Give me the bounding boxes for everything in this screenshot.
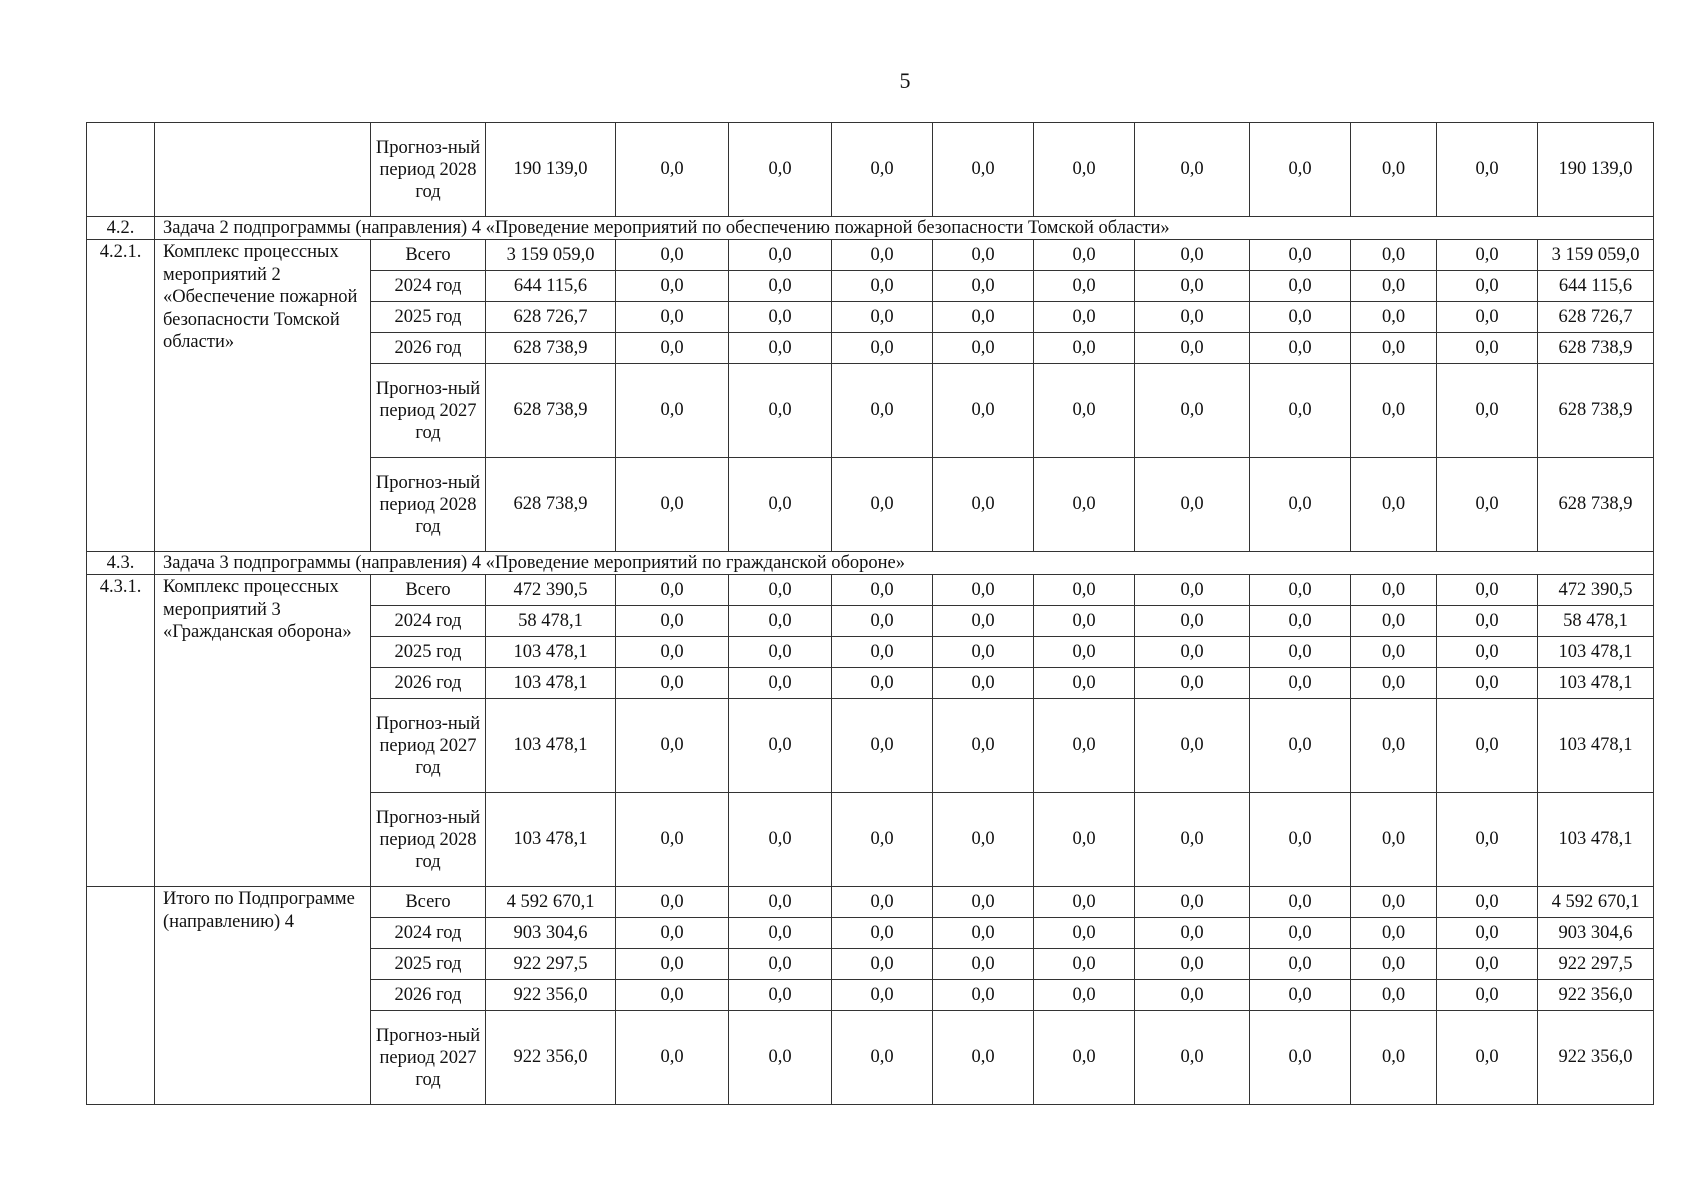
period-cell: 2025 год — [371, 637, 486, 668]
value-cell: 0,0 — [1135, 1011, 1250, 1105]
value-cell: 0,0 — [933, 240, 1034, 271]
value-cell: 0,0 — [832, 1011, 933, 1105]
value-cell: 0,0 — [933, 575, 1034, 606]
value-cell: 0,0 — [729, 123, 832, 217]
value-cell: 0,0 — [1351, 1011, 1437, 1105]
value-cell: 0,0 — [616, 333, 729, 364]
value-cell: 0,0 — [1351, 364, 1437, 458]
period-cell: Прогноз-ный период 2027 год — [371, 1011, 486, 1105]
total-number-cell — [87, 887, 155, 1105]
value-cell: 58 478,1 — [486, 606, 616, 637]
value-cell: 0,0 — [1351, 637, 1437, 668]
item-number: 4.2.1. — [87, 240, 155, 552]
item-name: Комплекс процессных мероприятий 3 «Гражданская оборона» — [155, 575, 371, 887]
period-cell: 2024 год — [371, 606, 486, 637]
value-cell: 0,0 — [832, 333, 933, 364]
value-cell: 0,0 — [1135, 606, 1250, 637]
value-cell: 0,0 — [1250, 123, 1351, 217]
total-cell: 103 478,1 — [1538, 668, 1654, 699]
value-cell: 0,0 — [1437, 271, 1538, 302]
value-cell: 0,0 — [1034, 271, 1135, 302]
value-cell: 0,0 — [1351, 793, 1437, 887]
value-cell: 0,0 — [933, 699, 1034, 793]
total-cell: 58 478,1 — [1538, 606, 1654, 637]
period-cell: Всего — [371, 887, 486, 918]
task-number: 4.3. — [87, 552, 155, 575]
period-cell: 2026 год — [371, 333, 486, 364]
value-cell: 0,0 — [1351, 123, 1437, 217]
value-cell: 3 159 059,0 — [486, 240, 616, 271]
total-cell: 922 297,5 — [1538, 949, 1654, 980]
value-cell: 0,0 — [1351, 699, 1437, 793]
value-cell: 0,0 — [1437, 1011, 1538, 1105]
value-cell: 644 115,6 — [486, 271, 616, 302]
total-cell: 4 592 670,1 — [1538, 887, 1654, 918]
value-cell: 0,0 — [1135, 668, 1250, 699]
value-cell: 0,0 — [616, 887, 729, 918]
value-cell: 0,0 — [1034, 637, 1135, 668]
value-cell: 922 356,0 — [486, 1011, 616, 1105]
value-cell: 0,0 — [1034, 887, 1135, 918]
value-cell: 0,0 — [1135, 980, 1250, 1011]
table-body — [87, 123, 1654, 1105]
value-cell: 0,0 — [1034, 123, 1135, 217]
value-cell: 0,0 — [1250, 575, 1351, 606]
value-cell: 0,0 — [729, 458, 832, 552]
task-row — [87, 552, 1654, 575]
value-cell: 0,0 — [1250, 637, 1351, 668]
value-cell: 0,0 — [1437, 575, 1538, 606]
period-cell: Прогноз-ный период 2027 год — [371, 699, 486, 793]
value-cell: 0,0 — [1135, 123, 1250, 217]
page-number: 5 — [899, 68, 911, 93]
value-cell: 0,0 — [1437, 668, 1538, 699]
value-cell: 0,0 — [1034, 980, 1135, 1011]
value-cell: 0,0 — [616, 793, 729, 887]
total-cell: 628 726,7 — [1538, 302, 1654, 333]
value-cell: 0,0 — [1135, 949, 1250, 980]
period-cell: Всего — [371, 575, 486, 606]
value-cell: 0,0 — [1437, 364, 1538, 458]
total-cell: 3 159 059,0 — [1538, 240, 1654, 271]
value-cell: 0,0 — [1250, 949, 1351, 980]
value-cell: 0,0 — [729, 793, 832, 887]
value-cell: 0,0 — [1250, 668, 1351, 699]
value-cell: 0,0 — [1135, 793, 1250, 887]
value-cell: 0,0 — [1034, 333, 1135, 364]
value-cell: 922 297,5 — [486, 949, 616, 980]
value-cell: 0,0 — [1250, 699, 1351, 793]
value-cell: 0,0 — [616, 271, 729, 302]
value-cell: 472 390,5 — [486, 575, 616, 606]
value-cell: 0,0 — [1135, 887, 1250, 918]
value-cell: 0,0 — [832, 458, 933, 552]
value-cell: 0,0 — [616, 302, 729, 333]
total-cell: 903 304,6 — [1538, 918, 1654, 949]
total-cell: 103 478,1 — [1538, 699, 1654, 793]
value-cell: 0,0 — [933, 980, 1034, 1011]
value-cell: 0,0 — [616, 364, 729, 458]
value-cell: 0,0 — [1351, 918, 1437, 949]
value-cell: 0,0 — [1034, 575, 1135, 606]
value-cell: 0,0 — [1135, 575, 1250, 606]
value-cell: 0,0 — [1034, 699, 1135, 793]
value-cell: 0,0 — [1351, 458, 1437, 552]
value-cell: 0,0 — [1250, 302, 1351, 333]
value-cell: 0,0 — [729, 668, 832, 699]
value-cell: 0,0 — [729, 606, 832, 637]
period-cell: 2024 год — [371, 918, 486, 949]
value-cell: 0,0 — [1250, 333, 1351, 364]
value-cell: 0,0 — [933, 458, 1034, 552]
value-cell: 0,0 — [1250, 271, 1351, 302]
item-name: Комплекс процессных мероприятий 2 «Обеспечение пожарной безопасности Томской области» — [155, 240, 371, 552]
value-cell: 0,0 — [1250, 364, 1351, 458]
value-cell: 4 592 670,1 — [486, 887, 616, 918]
value-cell: 0,0 — [729, 918, 832, 949]
value-cell: 0,0 — [616, 637, 729, 668]
value-cell: 0,0 — [1437, 949, 1538, 980]
value-cell: 0,0 — [933, 637, 1034, 668]
value-cell: 0,0 — [729, 637, 832, 668]
value-cell: 103 478,1 — [486, 793, 616, 887]
value-cell: 0,0 — [1437, 333, 1538, 364]
value-cell: 0,0 — [1437, 699, 1538, 793]
value-cell: 0,0 — [616, 606, 729, 637]
period-cell: 2025 год — [371, 302, 486, 333]
period-cell: Прогноз-ный период 2028 год — [371, 123, 486, 217]
value-cell: 0,0 — [1351, 980, 1437, 1011]
value-cell: 0,0 — [1034, 302, 1135, 333]
value-cell: 0,0 — [1437, 240, 1538, 271]
total-cell: 628 738,9 — [1538, 458, 1654, 552]
value-cell: 0,0 — [729, 1011, 832, 1105]
value-cell: 0,0 — [933, 333, 1034, 364]
financing-table — [86, 122, 1654, 1105]
task-number: 4.2. — [87, 217, 155, 240]
value-cell: 0,0 — [1437, 123, 1538, 217]
value-cell: 0,0 — [832, 123, 933, 217]
table-row — [87, 575, 1654, 606]
total-cell: 922 356,0 — [1538, 1011, 1654, 1105]
value-cell: 0,0 — [616, 123, 729, 217]
value-cell: 0,0 — [832, 949, 933, 980]
value-cell: 628 738,9 — [486, 333, 616, 364]
value-cell: 0,0 — [832, 364, 933, 458]
value-cell: 0,0 — [933, 606, 1034, 637]
value-cell: 190 139,0 — [486, 123, 616, 217]
value-cell: 0,0 — [1034, 458, 1135, 552]
period-cell: Прогноз-ный период 2028 год — [371, 458, 486, 552]
value-cell: 0,0 — [1437, 458, 1538, 552]
value-cell: 0,0 — [1250, 887, 1351, 918]
value-cell: 0,0 — [1351, 887, 1437, 918]
value-cell: 0,0 — [1437, 793, 1538, 887]
value-cell: 0,0 — [616, 458, 729, 552]
value-cell: 0,0 — [1034, 793, 1135, 887]
value-cell: 103 478,1 — [486, 699, 616, 793]
table-row — [87, 123, 1654, 217]
value-cell: 0,0 — [1351, 949, 1437, 980]
value-cell: 0,0 — [1250, 240, 1351, 271]
value-cell: 0,0 — [933, 271, 1034, 302]
value-cell: 0,0 — [1351, 606, 1437, 637]
value-cell: 0,0 — [1135, 240, 1250, 271]
value-cell: 0,0 — [933, 364, 1034, 458]
value-cell: 0,0 — [832, 575, 933, 606]
value-cell: 0,0 — [729, 575, 832, 606]
value-cell: 0,0 — [1437, 887, 1538, 918]
value-cell: 0,0 — [1250, 793, 1351, 887]
value-cell: 0,0 — [729, 302, 832, 333]
value-cell: 0,0 — [1250, 918, 1351, 949]
period-cell: 2026 год — [371, 668, 486, 699]
value-cell: 0,0 — [729, 699, 832, 793]
total-cell: 628 738,9 — [1538, 333, 1654, 364]
total-cell: 472 390,5 — [1538, 575, 1654, 606]
value-cell: 0,0 — [1437, 980, 1538, 1011]
period-cell: 2024 год — [371, 271, 486, 302]
total-cell: 628 738,9 — [1538, 364, 1654, 458]
value-cell: 0,0 — [616, 949, 729, 980]
value-cell: 0,0 — [1437, 606, 1538, 637]
value-cell: 0,0 — [1135, 302, 1250, 333]
value-cell: 0,0 — [1135, 364, 1250, 458]
value-cell: 0,0 — [616, 1011, 729, 1105]
value-cell: 0,0 — [1351, 668, 1437, 699]
value-cell: 0,0 — [1034, 949, 1135, 980]
value-cell: 0,0 — [729, 271, 832, 302]
value-cell: 0,0 — [729, 949, 832, 980]
value-cell: 0,0 — [1034, 1011, 1135, 1105]
value-cell: 0,0 — [933, 123, 1034, 217]
value-cell: 0,0 — [832, 637, 933, 668]
value-cell: 103 478,1 — [486, 637, 616, 668]
value-cell: 0,0 — [1250, 980, 1351, 1011]
value-cell: 0,0 — [729, 980, 832, 1011]
period-cell: Прогноз-ный период 2027 год — [371, 364, 486, 458]
value-cell: 0,0 — [832, 793, 933, 887]
value-cell: 0,0 — [729, 333, 832, 364]
value-cell: 103 478,1 — [486, 668, 616, 699]
total-cell: 644 115,6 — [1538, 271, 1654, 302]
value-cell: 0,0 — [616, 240, 729, 271]
value-cell: 0,0 — [1135, 699, 1250, 793]
value-cell: 0,0 — [1351, 333, 1437, 364]
value-cell: 0,0 — [933, 918, 1034, 949]
total-cell: 922 356,0 — [1538, 980, 1654, 1011]
total-label: Итого по Подпрограмме (направлению) 4 — [155, 887, 371, 1105]
value-cell: 0,0 — [1135, 918, 1250, 949]
period-cell: 2026 год — [371, 980, 486, 1011]
item-name-cell — [155, 123, 371, 217]
value-cell: 0,0 — [1034, 240, 1135, 271]
value-cell: 0,0 — [616, 980, 729, 1011]
value-cell: 0,0 — [1250, 458, 1351, 552]
value-cell: 0,0 — [616, 668, 729, 699]
value-cell: 0,0 — [1437, 918, 1538, 949]
value-cell: 0,0 — [832, 887, 933, 918]
value-cell: 0,0 — [1135, 333, 1250, 364]
value-cell: 0,0 — [933, 1011, 1034, 1105]
total-cell: 190 139,0 — [1538, 123, 1654, 217]
row-number-cell — [87, 123, 155, 217]
value-cell: 0,0 — [832, 302, 933, 333]
period-cell: Прогноз-ный период 2028 год — [371, 793, 486, 887]
value-cell: 0,0 — [1351, 575, 1437, 606]
value-cell: 0,0 — [729, 240, 832, 271]
value-cell: 0,0 — [1135, 458, 1250, 552]
value-cell: 0,0 — [616, 699, 729, 793]
table-row — [87, 887, 1654, 918]
value-cell: 0,0 — [1437, 302, 1538, 333]
value-cell: 0,0 — [832, 918, 933, 949]
value-cell: 0,0 — [729, 364, 832, 458]
task-title: Задача 2 подпрограммы (направления) 4 «Проведение мероприятий по обеспечению пожарной безопасности Томской области» — [155, 217, 1654, 240]
value-cell: 0,0 — [1351, 302, 1437, 333]
value-cell: 0,0 — [1351, 240, 1437, 271]
period-cell: Всего — [371, 240, 486, 271]
value-cell: 922 356,0 — [486, 980, 616, 1011]
table-row — [87, 240, 1654, 271]
value-cell: 0,0 — [832, 668, 933, 699]
value-cell: 0,0 — [1135, 637, 1250, 668]
value-cell: 0,0 — [1135, 271, 1250, 302]
value-cell: 628 738,9 — [486, 458, 616, 552]
value-cell: 0,0 — [1034, 918, 1135, 949]
value-cell: 0,0 — [1250, 606, 1351, 637]
value-cell: 0,0 — [1351, 271, 1437, 302]
item-number: 4.3.1. — [87, 575, 155, 887]
value-cell: 0,0 — [832, 606, 933, 637]
value-cell: 0,0 — [933, 887, 1034, 918]
value-cell: 628 726,7 — [486, 302, 616, 333]
value-cell: 0,0 — [616, 575, 729, 606]
value-cell: 0,0 — [1250, 1011, 1351, 1105]
value-cell: 0,0 — [1034, 668, 1135, 699]
value-cell: 0,0 — [933, 668, 1034, 699]
task-title: Задача 3 подпрограммы (направления) 4 «Проведение мероприятий по гражданской обороне» — [155, 552, 1654, 575]
value-cell: 0,0 — [832, 699, 933, 793]
value-cell: 0,0 — [1034, 606, 1135, 637]
value-cell: 0,0 — [729, 887, 832, 918]
value-cell: 0,0 — [933, 793, 1034, 887]
value-cell: 0,0 — [933, 949, 1034, 980]
value-cell: 0,0 — [832, 271, 933, 302]
value-cell: 628 738,9 — [486, 364, 616, 458]
value-cell: 0,0 — [832, 980, 933, 1011]
value-cell: 0,0 — [1034, 364, 1135, 458]
value-cell: 0,0 — [832, 240, 933, 271]
value-cell: 903 304,6 — [486, 918, 616, 949]
total-cell: 103 478,1 — [1538, 793, 1654, 887]
period-cell: 2025 год — [371, 949, 486, 980]
value-cell: 0,0 — [616, 918, 729, 949]
total-cell: 103 478,1 — [1538, 637, 1654, 668]
value-cell: 0,0 — [1437, 637, 1538, 668]
task-row — [87, 217, 1654, 240]
value-cell: 0,0 — [933, 302, 1034, 333]
